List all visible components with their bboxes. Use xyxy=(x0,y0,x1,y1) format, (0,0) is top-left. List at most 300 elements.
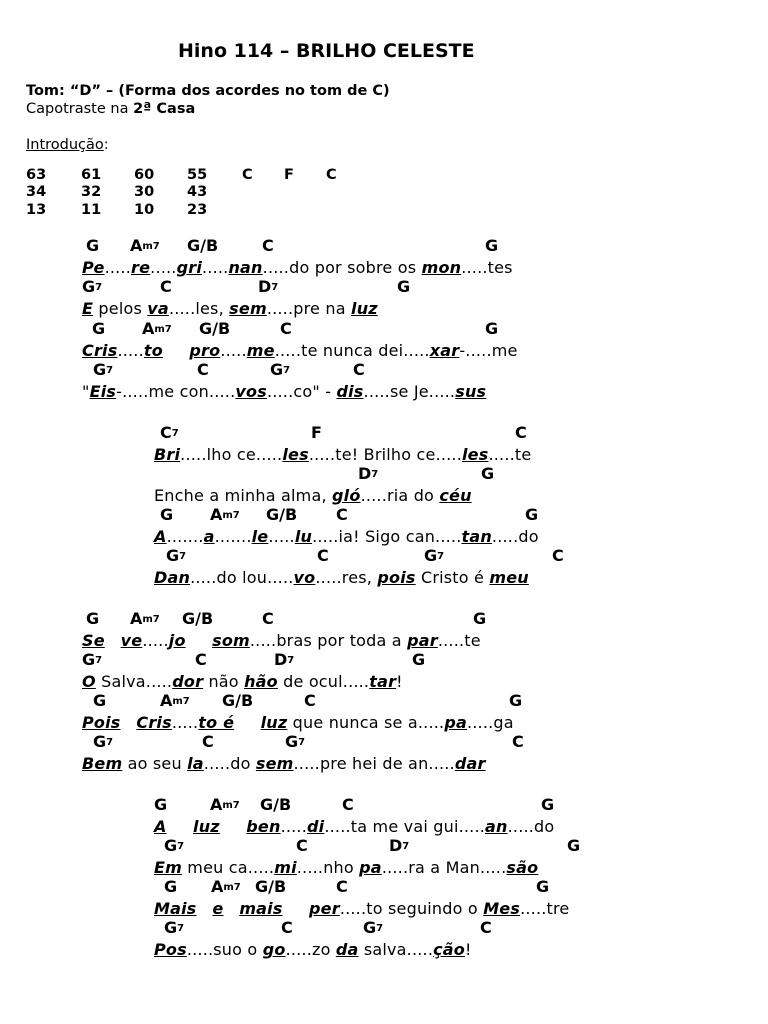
chord-extension: 7 xyxy=(298,737,306,748)
lyric-text: .....res, xyxy=(315,568,378,587)
stressed-syllable: di xyxy=(307,817,325,836)
stressed-syllable: luz xyxy=(260,713,288,732)
lyric-text: Enche a minha alma, xyxy=(154,486,333,505)
stressed-syllable: to xyxy=(143,341,163,360)
stressed-syllable: per xyxy=(309,899,340,918)
lyric-text xyxy=(197,899,213,918)
chord xyxy=(222,691,253,710)
capo-prefix: Capotraste na xyxy=(26,101,134,117)
lyric-text: .....tes xyxy=(461,258,513,277)
lyric-text: ....... xyxy=(214,527,252,546)
stressed-syllable: luz xyxy=(351,299,378,318)
lyric-text xyxy=(121,713,137,732)
lyric-text xyxy=(234,713,260,732)
chord-extension: 7 xyxy=(271,282,279,293)
chord xyxy=(280,319,292,338)
chord-root: G/B xyxy=(222,691,254,710)
stressed-syllable: a xyxy=(203,527,215,546)
lyric-text: ao seu xyxy=(122,754,188,773)
lyric-text xyxy=(220,817,246,836)
chord-root: C xyxy=(342,795,354,814)
lyric-text xyxy=(223,899,239,918)
chord-root: G xyxy=(160,505,174,524)
lyric-text: .....suo o xyxy=(186,940,263,959)
intro-colon: : xyxy=(103,137,109,153)
chord xyxy=(317,546,329,565)
lyric-line xyxy=(154,445,531,464)
chord-root: C xyxy=(262,609,274,628)
chord-extension: 7 xyxy=(287,655,295,666)
intro-number: C xyxy=(326,167,337,183)
chord xyxy=(509,691,522,710)
chord-root: G xyxy=(82,277,96,296)
lyric-text: Cristo é xyxy=(415,568,490,587)
chord-root: G xyxy=(481,464,495,483)
stressed-syllable: me xyxy=(246,341,275,360)
stressed-syllable: e xyxy=(212,899,224,918)
chord-root: G xyxy=(363,918,377,937)
chord xyxy=(270,360,290,379)
chord xyxy=(262,609,274,628)
chord-root: G xyxy=(270,360,284,379)
chord-root: G xyxy=(154,795,168,814)
chord-extension: 7 xyxy=(106,737,114,748)
chord-root: A xyxy=(211,877,224,896)
chord xyxy=(512,732,524,751)
lyric-line xyxy=(154,858,538,877)
chord-root: A xyxy=(210,795,223,814)
chord-root: G xyxy=(485,236,499,255)
chord xyxy=(187,236,218,255)
stressed-syllable: lu xyxy=(294,527,313,546)
chord-root: G xyxy=(92,319,106,338)
lyric-text: meu ca..... xyxy=(182,858,275,877)
chord-root: C xyxy=(195,650,207,669)
stressed-syllable: mi xyxy=(274,858,297,877)
chord xyxy=(182,609,213,628)
lyric-line xyxy=(154,817,554,836)
lyric-line xyxy=(82,672,403,691)
lyric-text: .....tre xyxy=(520,899,570,918)
lyric-text: " xyxy=(82,382,90,401)
intro-number: 32 xyxy=(81,184,102,200)
chord-extension: 7 xyxy=(95,282,103,293)
chord-root: G xyxy=(412,650,426,669)
chord-root: G xyxy=(541,795,555,814)
chord-root: C xyxy=(512,732,524,751)
chord-root: C xyxy=(262,236,274,255)
capo-info xyxy=(26,101,195,117)
chord xyxy=(281,918,293,937)
chord xyxy=(358,464,378,483)
lyric-text: ..... xyxy=(150,258,177,277)
lyric-text: ..... xyxy=(268,527,295,546)
stressed-syllable: les xyxy=(282,445,309,464)
stressed-syllable: céu xyxy=(439,486,472,505)
page-title: Hino 114 – BRILHO CELESTE xyxy=(178,40,475,62)
chord xyxy=(424,546,444,565)
chord-extension: 7 xyxy=(376,923,384,934)
chord xyxy=(336,505,348,524)
chord-root: G xyxy=(164,836,178,855)
stressed-syllable: Pos xyxy=(154,940,187,959)
chord-extension: 7 xyxy=(371,469,379,480)
lyric-text xyxy=(163,341,189,360)
chord xyxy=(202,732,214,751)
stressed-syllable: dar xyxy=(454,754,486,773)
intro-number: 63 xyxy=(26,167,47,183)
stressed-syllable: pa xyxy=(359,858,382,877)
chord xyxy=(93,732,113,751)
capo-value: 2ª Casa xyxy=(133,101,196,117)
stressed-syllable: va xyxy=(147,299,169,318)
stressed-syllable: sus xyxy=(455,382,487,401)
stressed-syllable: são xyxy=(506,858,539,877)
lyric-text: ....... xyxy=(166,527,204,546)
chord-root: G/B xyxy=(255,877,287,896)
chord xyxy=(515,423,527,442)
chord-root: A xyxy=(142,319,155,338)
lyric-text: ..... xyxy=(117,341,144,360)
chord-root: C xyxy=(304,691,316,710)
stressed-syllable: la xyxy=(187,754,204,773)
chord-extension: 7 xyxy=(177,841,185,852)
lyric-line xyxy=(154,527,539,546)
chord xyxy=(210,505,240,524)
chord-root: G xyxy=(285,732,299,751)
chord xyxy=(93,360,113,379)
chord-root: A xyxy=(210,505,223,524)
stressed-syllable: pa xyxy=(444,713,467,732)
chord xyxy=(541,795,554,814)
intro-number: 30 xyxy=(134,184,155,200)
chord xyxy=(353,360,365,379)
lyric-text: .....ta me vai gui..... xyxy=(324,817,486,836)
lyric-text: ..... xyxy=(171,713,199,732)
chord xyxy=(86,609,99,628)
intro-number: 11 xyxy=(81,202,102,218)
chord-root: D xyxy=(389,836,403,855)
stressed-syllable: le xyxy=(251,527,269,546)
chord xyxy=(82,650,102,669)
stressed-syllable: xar xyxy=(429,341,460,360)
chord-extension: 7 xyxy=(283,365,291,376)
lyric-text: .....do xyxy=(507,817,555,836)
chord xyxy=(296,836,308,855)
chord-root: C xyxy=(515,423,527,442)
chord xyxy=(92,319,105,338)
chord xyxy=(164,877,177,896)
chord xyxy=(211,877,241,896)
lyric-line xyxy=(82,341,518,360)
chord-root: C xyxy=(353,360,365,379)
chord xyxy=(336,877,348,896)
chord xyxy=(199,319,230,338)
chord-root: A xyxy=(130,609,143,628)
lyric-text: -.....me con..... xyxy=(116,382,236,401)
chord xyxy=(285,732,305,751)
chord xyxy=(197,360,209,379)
lyric-line xyxy=(82,258,513,277)
chord-root: G xyxy=(93,360,107,379)
chord xyxy=(130,236,160,255)
chord-root: F xyxy=(311,423,322,442)
chord xyxy=(258,277,278,296)
chord xyxy=(552,546,564,565)
chord xyxy=(536,877,549,896)
chord-root: A xyxy=(160,691,173,710)
lyric-text: .....bras por toda a xyxy=(249,631,408,650)
chord xyxy=(485,319,498,338)
chord-root: G xyxy=(164,877,178,896)
intro-number: 10 xyxy=(134,202,155,218)
lyric-text: salva..... xyxy=(358,940,434,959)
chord xyxy=(389,836,409,855)
stressed-syllable: A xyxy=(154,527,167,546)
chord xyxy=(481,464,494,483)
chord xyxy=(260,795,291,814)
chord-root: G xyxy=(86,609,100,628)
chord-extension: m7 xyxy=(223,882,241,893)
chord xyxy=(485,236,498,255)
lyric-text: .....nho xyxy=(296,858,360,877)
chord-extension: 7 xyxy=(177,923,185,934)
chord xyxy=(166,546,186,565)
lyric-text: Salva..... xyxy=(95,672,173,691)
chord xyxy=(82,277,102,296)
intro-number: C xyxy=(242,167,253,183)
lyric-text: .....te xyxy=(437,631,481,650)
stressed-syllable: Pe xyxy=(82,258,105,277)
chord-root: C xyxy=(280,319,292,338)
chord-root: G xyxy=(397,277,411,296)
lyric-line xyxy=(154,486,472,505)
chord-root: C xyxy=(160,277,172,296)
lyric-line xyxy=(154,940,472,959)
chord-extension: m7 xyxy=(142,241,160,252)
chord-root: G/B xyxy=(199,319,231,338)
stressed-syllable: dor xyxy=(172,672,204,691)
lyric-line xyxy=(82,713,514,732)
chord-root: G xyxy=(166,546,180,565)
lyric-line xyxy=(82,754,486,773)
lyric-text: .....to seguindo o xyxy=(339,899,484,918)
lyric-text: .....pre na xyxy=(266,299,352,318)
stressed-syllable: Em xyxy=(154,858,183,877)
chord xyxy=(164,918,184,937)
stressed-syllable: tan xyxy=(461,527,492,546)
chord-root: C xyxy=(480,918,492,937)
stressed-syllable: sem xyxy=(255,754,294,773)
stressed-syllable: Bri xyxy=(154,445,181,464)
lyric-text: ..... xyxy=(202,258,229,277)
stressed-syllable: Mes xyxy=(483,899,521,918)
intro-number: 23 xyxy=(187,202,208,218)
chord-extension: m7 xyxy=(222,800,240,811)
chord-extension: m7 xyxy=(222,510,240,521)
stressed-syllable: Dan xyxy=(154,568,191,587)
chord xyxy=(525,505,538,524)
chord-root: G/B xyxy=(187,236,219,255)
stressed-syllable: Se xyxy=(82,631,105,650)
intro-heading xyxy=(26,137,109,153)
chord xyxy=(160,505,173,524)
lyric-text: .....ria do xyxy=(360,486,440,505)
lyric-text: .....te xyxy=(488,445,532,464)
chord xyxy=(304,691,316,710)
chord-root: C xyxy=(160,423,172,442)
chord xyxy=(160,277,172,296)
lyric-text: .....te nunca dei..... xyxy=(274,341,430,360)
lyric-text xyxy=(283,899,309,918)
chord xyxy=(86,236,99,255)
lyric-text xyxy=(167,817,193,836)
lyric-text: .....do xyxy=(203,754,256,773)
stressed-syllable: re xyxy=(131,258,151,277)
chord-extension: m7 xyxy=(154,324,172,335)
chord-root: C xyxy=(202,732,214,751)
chord-root: G xyxy=(509,691,523,710)
intro-number: 13 xyxy=(26,202,47,218)
chord xyxy=(93,691,106,710)
stressed-syllable: Eis xyxy=(89,382,117,401)
chord-root: G xyxy=(473,609,487,628)
lyric-text: ! xyxy=(396,672,403,691)
stressed-syllable: vos xyxy=(235,382,267,401)
chord-extension: 7 xyxy=(171,428,179,439)
lyric-line xyxy=(154,899,569,918)
lyric-text xyxy=(186,631,212,650)
chord-extension: 7 xyxy=(95,655,103,666)
chord xyxy=(160,691,190,710)
stressed-syllable: luz xyxy=(193,817,220,836)
stressed-syllable: nan xyxy=(228,258,263,277)
lyric-text: .....do por sobre os xyxy=(262,258,422,277)
intro-number: 61 xyxy=(81,167,102,183)
chord-root: G xyxy=(86,236,100,255)
stressed-syllable: O xyxy=(82,672,96,691)
chord-root: C xyxy=(552,546,564,565)
lyric-text: ! xyxy=(464,940,472,959)
stressed-syllable: gló xyxy=(332,486,361,505)
stressed-syllable: E xyxy=(82,299,94,318)
lyric-line xyxy=(154,568,529,587)
chord-root: C xyxy=(336,877,348,896)
lyric-text: .....do xyxy=(491,527,539,546)
stressed-syllable: an xyxy=(485,817,508,836)
chord-extension: 7 xyxy=(179,551,187,562)
chord xyxy=(363,918,383,937)
stressed-syllable: sem xyxy=(229,299,267,318)
lyric-text xyxy=(105,631,121,650)
chord xyxy=(397,277,410,296)
stressed-syllable: mon xyxy=(421,258,462,277)
stressed-syllable: go xyxy=(262,940,286,959)
chord-root: G xyxy=(536,877,550,896)
chord-root: G/B xyxy=(182,609,214,628)
lyric-text: ..... xyxy=(104,258,131,277)
chord-root: G xyxy=(93,691,107,710)
stressed-syllable: ve xyxy=(120,631,143,650)
lyric-text: .....ga xyxy=(466,713,514,732)
stressed-syllable: mais xyxy=(239,899,283,918)
stressed-syllable: to é xyxy=(198,713,235,732)
chord-root: G xyxy=(424,546,438,565)
chord-root: G xyxy=(525,505,539,524)
chord xyxy=(255,877,286,896)
lyric-text: .....se Je..... xyxy=(363,382,456,401)
stressed-syllable: gri xyxy=(176,258,203,277)
chord xyxy=(473,609,486,628)
lyric-text: ..... xyxy=(220,341,247,360)
chord-extension: 7 xyxy=(437,551,445,562)
intro-number: 60 xyxy=(134,167,155,183)
chord xyxy=(342,795,354,814)
chord-root: D xyxy=(274,650,288,669)
stressed-syllable: Cris xyxy=(136,713,172,732)
chord-extension: m7 xyxy=(172,696,190,707)
chord xyxy=(210,795,240,814)
chord-root: G xyxy=(164,918,178,937)
stressed-syllable: da xyxy=(335,940,359,959)
lyric-text: ..... xyxy=(142,631,169,650)
stressed-syllable: som xyxy=(212,631,250,650)
stressed-syllable: hão xyxy=(244,672,278,691)
chord-root: C xyxy=(336,505,348,524)
stressed-syllable: vo xyxy=(293,568,316,587)
stressed-syllable: les xyxy=(462,445,489,464)
chord xyxy=(567,836,580,855)
lyric-text: de ocul..... xyxy=(277,672,370,691)
intro-number: 55 xyxy=(187,167,208,183)
chord xyxy=(142,319,172,338)
intro-label: Introdução xyxy=(26,137,104,153)
lyric-text: ..... xyxy=(280,817,307,836)
chord-root: G/B xyxy=(266,505,298,524)
stressed-syllable: Pois xyxy=(82,713,121,732)
chord xyxy=(412,650,425,669)
chord xyxy=(311,423,322,442)
stressed-syllable: A xyxy=(154,817,167,836)
stressed-syllable: par xyxy=(407,631,438,650)
lyric-text: -.....me xyxy=(459,341,518,360)
lyric-text: .....zo xyxy=(285,940,336,959)
lyric-text: .....pre hei de an..... xyxy=(293,754,455,773)
stressed-syllable: pro xyxy=(189,341,221,360)
chord-root: G xyxy=(93,732,107,751)
chord-extension: 7 xyxy=(106,365,114,376)
chord-root: C xyxy=(197,360,209,379)
chord-root: C xyxy=(281,918,293,937)
lyric-text: .....te! Brilho ce..... xyxy=(308,445,462,464)
stressed-syllable: ção xyxy=(433,940,465,959)
chord-root: G xyxy=(82,650,96,669)
chord xyxy=(480,918,492,937)
chord-root: G xyxy=(485,319,499,338)
chord-root: G xyxy=(567,836,581,855)
stressed-syllable: Bem xyxy=(82,754,123,773)
chord-root: C xyxy=(296,836,308,855)
chord xyxy=(262,236,274,255)
chord-root: C xyxy=(317,546,329,565)
intro-number: 43 xyxy=(187,184,208,200)
chord-root: G/B xyxy=(260,795,292,814)
lyric-line xyxy=(82,382,486,401)
stressed-syllable: meu xyxy=(489,568,529,587)
chord-extension: 7 xyxy=(402,841,410,852)
chord-extension: m7 xyxy=(142,614,160,625)
stressed-syllable: Cris xyxy=(82,341,118,360)
